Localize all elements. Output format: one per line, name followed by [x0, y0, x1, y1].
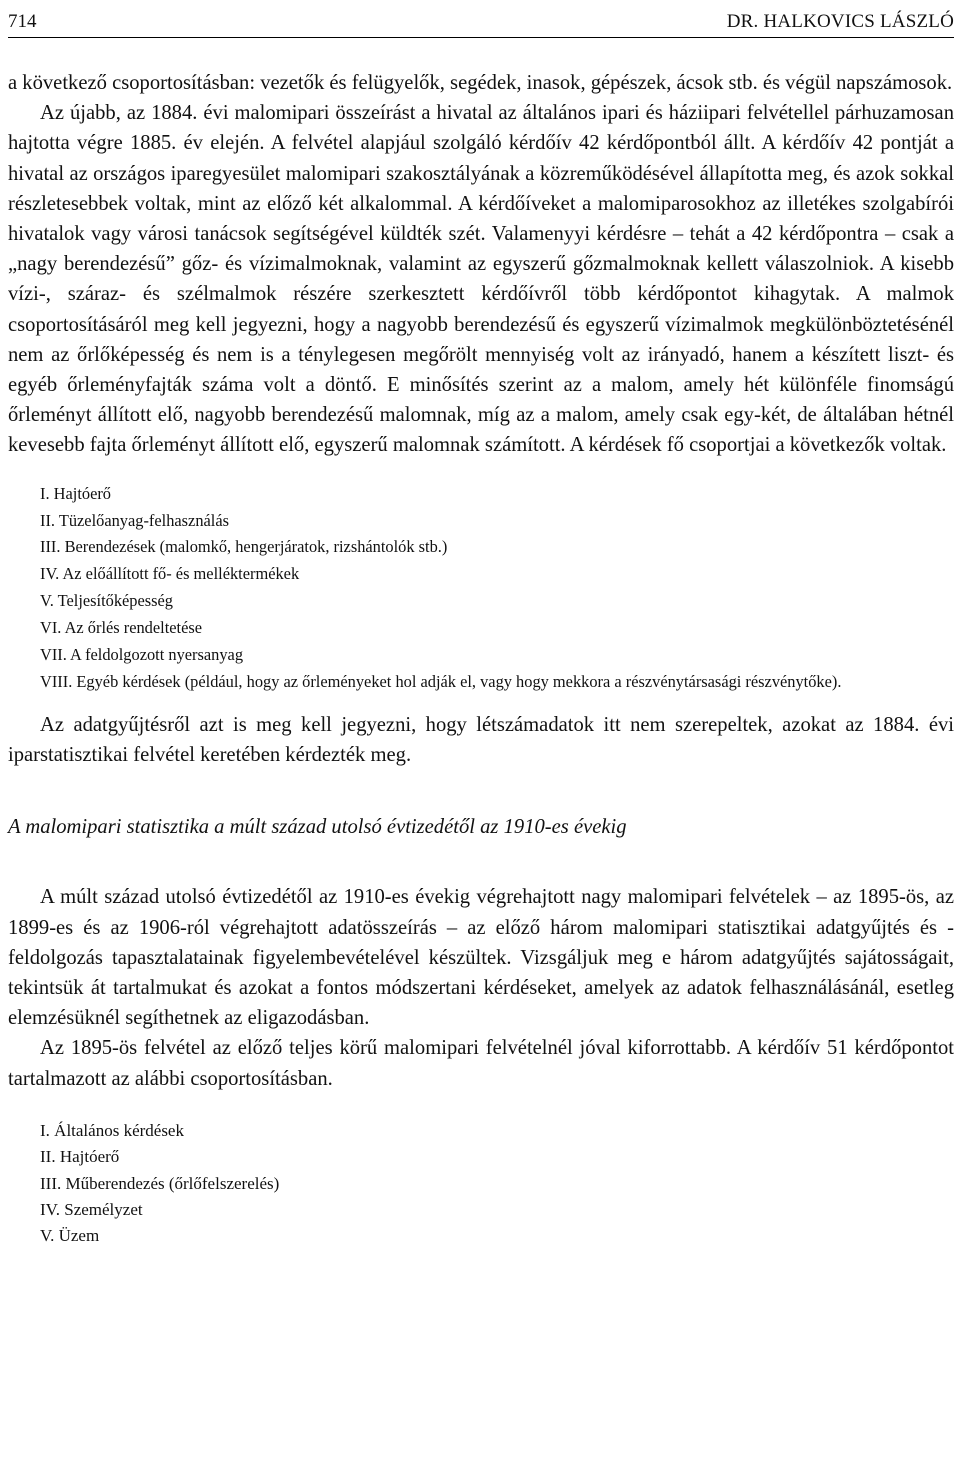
- list-item: VIII. Egyéb kérdések (például, hogy az őrleményeket hol adják el, vagy hogy mekkora a részvénytársasági részvénytőke).: [40, 671, 842, 691]
- running-head-author: DR. HALKOVICS LÁSZLÓ: [726, 11, 954, 32]
- list-item: V. Teljesítőképesség: [40, 591, 173, 611]
- list-item: V. Üzem: [40, 1226, 100, 1246]
- section-body: [8, 882, 954, 1093]
- page-number: 714: [8, 11, 37, 32]
- paragraph-2: Az adatgyűjtésről azt is meg kell jegyezni, hogy létszámadatok itt nem szerepeltek, azokat az 1884. évi iparstatisztikai felvétel keretében kérdezték meg.: [8, 713, 954, 767]
- list-item: VII. A feldolgozott nyersanyag: [40, 645, 244, 665]
- intro-paragraph: a következő csoportosításban: vezetők és felügyelők, segédek, inasok, gépészek, ácsok stb. és végül napszámosok.: [8, 72, 953, 94]
- paragraph-3: A múlt század utolsó évtizedétől az 1910-es évekig végrehajtott nagy malomipari felvételek – az 1895-ös, az 1899-es és az 1906-ról végrehajtott adatösszeírás – az előző három malomipari statisztikai adatgyűjtés és -feldolgozás tapasztalatainak figyelembevételével készültek. Vizsgáljuk meg e három adatgyűjtés sajátosságait, tekintsük át tartalmukat és azokat a fontos módszertani kérdéseket, amelyek az adatok felhasználásánál, esetleg elemzésüknél segíthetnek az eligazodásban.: [8, 886, 954, 1030]
- paragraph-1: Az újabb, az 1884. évi malomipari összeírást a hivatal az általános ipari és háziipari felvétellel párhuzamosan hajtotta végre 1885. év elején. A felvétel alapjául szolgáló kérdőív 42 kérdőpontból állt. A kérdőív 42 pontját a hivatal az országos iparegyesület malomipari szakosztályának a közreműködésével állapította meg, és azok sokkal részletesebbek voltak, mint az előző két alkalommal. A kérdőíveket a malomiparosokhoz az illetékes szolgabírói hivatalok vagy városi tanácsok segítségével küldték szét. Valamenyyi kérdésre – tehát a 42 kérdőpontra – csak a „nagy berendezésű” gőz- és vízimalmoknak, valamint az egyszerű gőzmalmoknak kellett válaszolniok. A kisebb vízi-, száraz- és szélmalmok részére szerkesztett kérdőívről több kérdőpontot kihagytak. A malmok csoportosításáról meg kell jegyezni, hogy a nagyobb berendezésű és egyszerű vízimalmok megkülönböztetésénél nem az őrlőképesség és nem is a ténylegesen megőrölt mennyiség volt az irányadó, hanem a készített liszt- és egyéb őrleményfajták száma volt a döntő. E minősítés szerint az a malom, amely hét különféle finomságú őrleményt állított elő, nagyobb berendezésű malomnak, míg az a malom, amely csak egy-két, de általában hétnél kevesebb fajta őrleményt állított elő, egyszerű malomnak számított. A kérdések fő csoportjai a következők voltak.: [8, 102, 954, 457]
- list-item: VI. Az őrlés rendeltetése: [40, 618, 203, 638]
- page-header: [8, 0, 954, 38]
- document-page: [8, 0, 954, 1250]
- list-item: III. Műberendezés (őrlőfelszerelés): [40, 1173, 280, 1193]
- list-item: IV. Az előállított fő- és melléktermékek: [40, 564, 300, 584]
- list-item: I. Hajtóerő: [40, 483, 111, 503]
- section-heading: A malomipari statisztika a múlt század utolsó évtizedétől az 1910-es évekig: [8, 816, 627, 839]
- list-item: III. Berendezések (malomkő, hengerjáratok, rizshántolók stb.): [40, 537, 448, 557]
- question-groups-list-1884: [8, 481, 954, 696]
- list-item: II. Tüzelőanyag-felhasználás: [40, 510, 230, 530]
- body-text: [8, 68, 954, 461]
- list-item: IV. Személyzet: [40, 1199, 143, 1219]
- list-item: II. Hajtóerő: [40, 1147, 120, 1167]
- question-groups-list-1895: [8, 1118, 954, 1250]
- paragraph-4: Az 1895-ös felvétel az előző teljes körű malomipari felvételnél jóval kiforrottabb. A kérdőív 51 kérdőpontot tartalmazott az alábbi csoportosításban.: [8, 1037, 954, 1090]
- list-item: I. Általános kérdések: [40, 1120, 184, 1140]
